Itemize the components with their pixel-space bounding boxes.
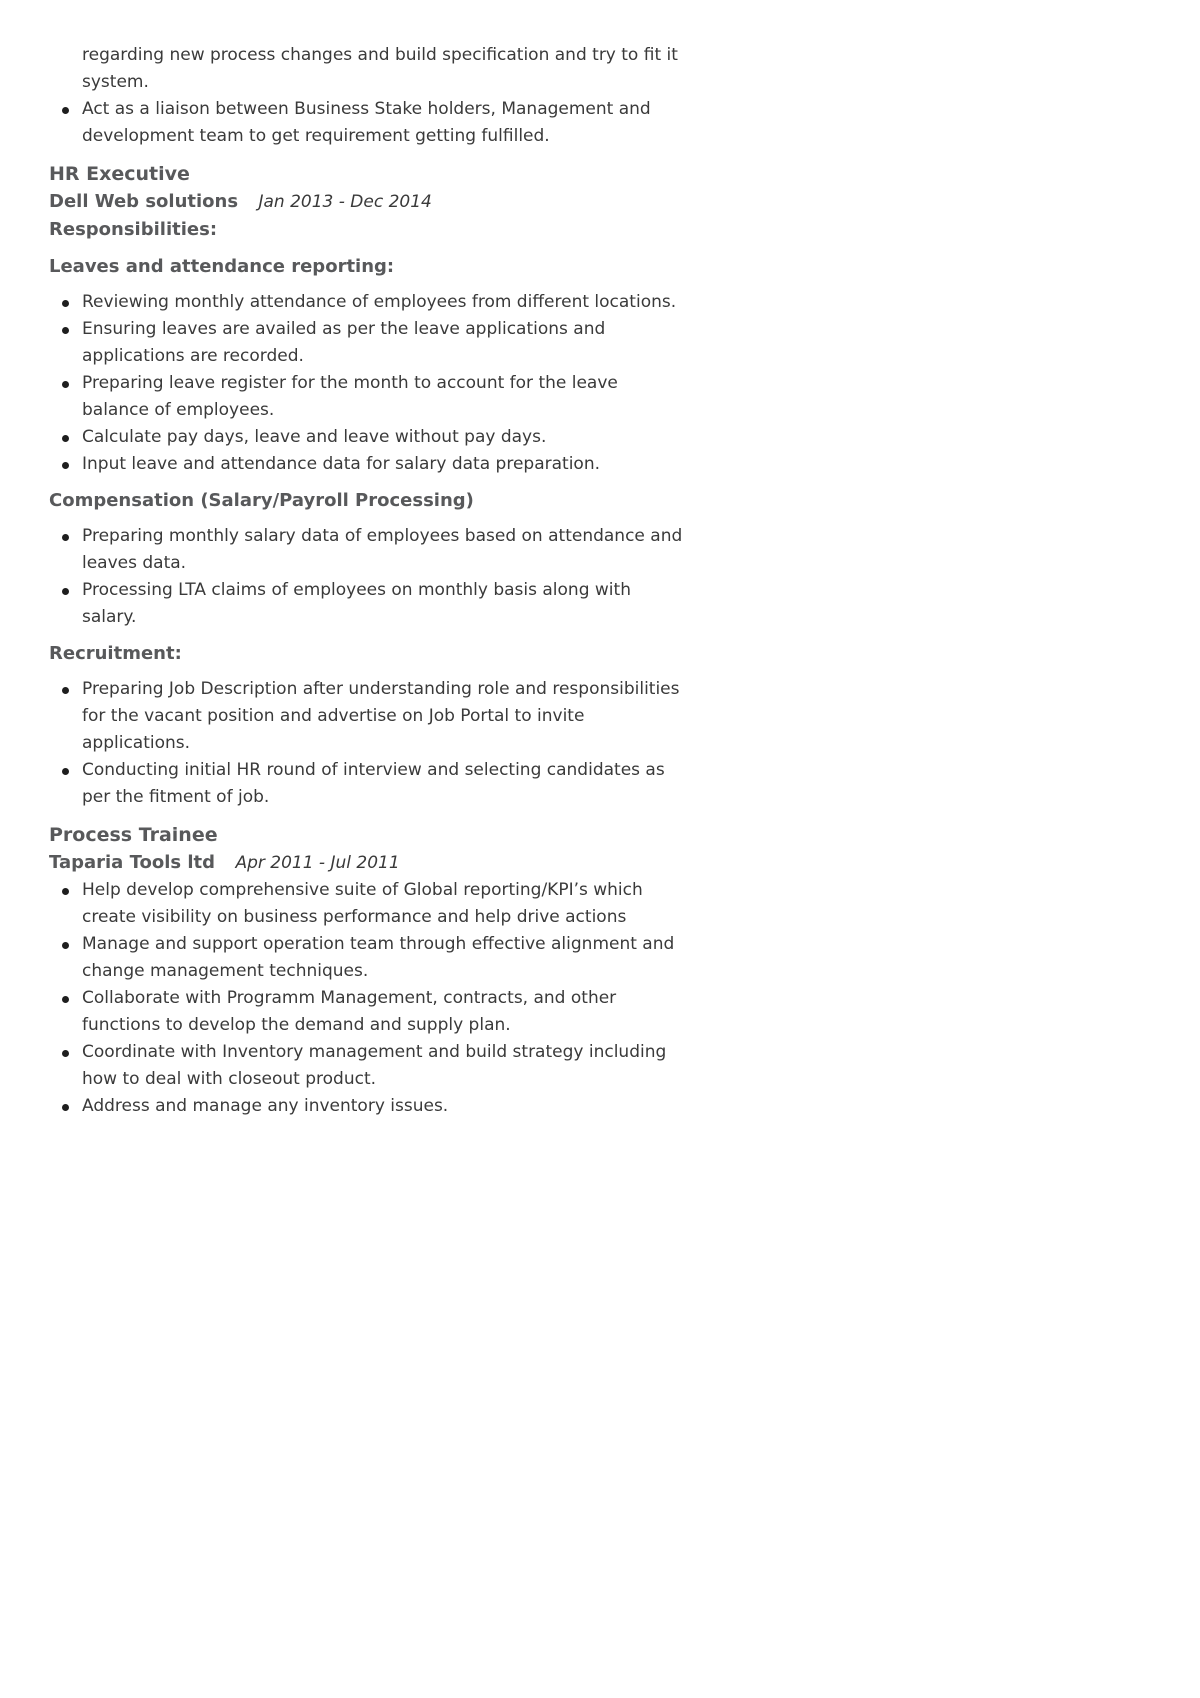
subsection-heading-leaves: Leaves and attendance reporting:: [49, 256, 395, 277]
bullet-list: [49, 96, 690, 150]
experience-continuation: [49, 42, 690, 150]
bullet-item: Input leave and attendance data for salary data preparation.: [49, 451, 690, 478]
continued-bullet-text: regarding new process changes and build specification and try to fit it system.: [82, 45, 678, 92]
company-name: Taparia Tools ltd: [49, 852, 216, 873]
bullet-item: Address and manage any inventory issues.: [49, 1093, 690, 1120]
job-hr-executive: [49, 161, 690, 811]
bullet-item: Coordinate with Inventory management and build strategy including how to deal with closeout product.: [49, 1039, 690, 1093]
subsection-heading-recruitment: Recruitment:: [49, 643, 182, 664]
bullet-list: [49, 523, 690, 631]
resume-page: [0, 0, 690, 1120]
company-name: Dell Web solutions: [49, 191, 239, 212]
bullet-item: Manage and support operation team through effective alignment and change management techniques.: [49, 931, 690, 985]
responsibilities-label: Responsibilities:: [49, 219, 218, 240]
bullet-item: Conducting initial HR round of interview and selecting candidates as per the fitment of job.: [49, 757, 690, 811]
bullet-item: Collaborate with Programm Management, contracts, and other functions to develop the demand and supply plan.: [49, 985, 690, 1039]
bullet-item: Preparing leave register for the month to account for the leave balance of employees.: [49, 370, 690, 424]
company-line: [49, 188, 690, 216]
job-title: HR Executive: [49, 163, 190, 185]
job-dates: Jan 2013 - Dec 2014: [258, 192, 432, 212]
bullet-item: Reviewing monthly attendance of employees from different locations.: [49, 289, 690, 316]
bullet-list: [49, 676, 690, 811]
bullet-list: [49, 877, 690, 1120]
subsection-heading-compensation: Compensation (Salary/Payroll Processing): [49, 490, 474, 511]
bullet-list: [49, 289, 690, 478]
bullet-item: Calculate pay days, leave and leave without pay days.: [49, 424, 690, 451]
job-dates: Apr 2011 - Jul 2011: [235, 853, 400, 873]
bullet-item: Processing LTA claims of employees on monthly basis along with salary.: [49, 577, 690, 631]
bullet-item: Ensuring leaves are availed as per the leave applications and applications are recorded.: [49, 316, 690, 370]
bullet-item: Act as a liaison between Business Stake holders, Management and development team to get requirement getting fulfilled.: [49, 96, 690, 150]
company-line: [49, 849, 690, 877]
bullet-item: Preparing Job Description after understanding role and responsibilities for the vacant position and advertise on Job Portal to invite applications.: [49, 676, 690, 757]
bullet-item: Help develop comprehensive suite of Global reporting/KPI’s which create visibility on business performance and help drive actions: [49, 877, 690, 931]
job-title: Process Trainee: [49, 824, 218, 846]
bullet-item: Preparing monthly salary data of employees based on attendance and leaves data.: [49, 523, 690, 577]
job-process-trainee: [49, 822, 690, 1120]
